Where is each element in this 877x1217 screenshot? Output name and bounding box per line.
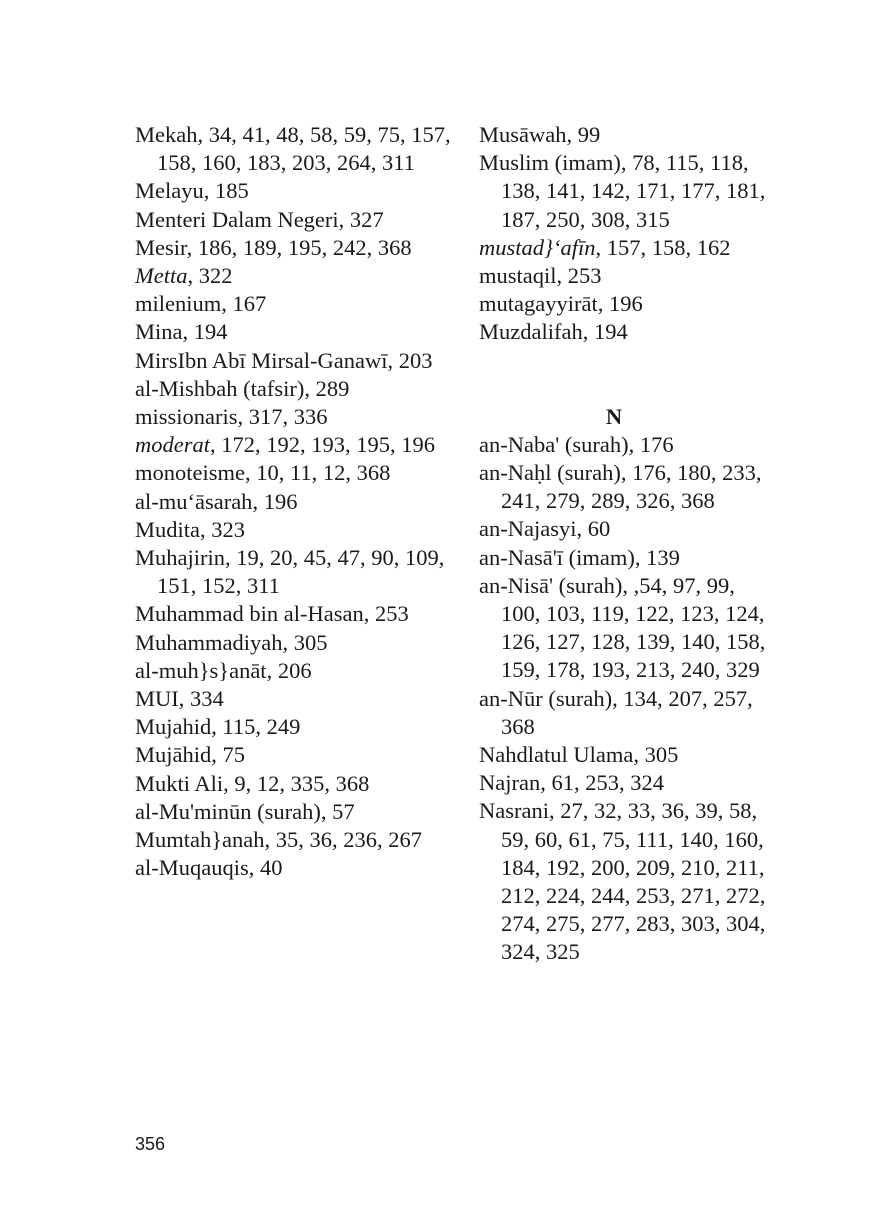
index-entry	[135, 375, 455, 403]
index-entry	[135, 488, 455, 516]
index-term: Muzdalifah	[479, 319, 583, 345]
index-term: mustaqil	[479, 263, 557, 289]
index-term: Muslim (imam)	[479, 150, 621, 176]
index-page-refs: , 27, 32, 33, 36, 39, 58, 59, 60, 61, 75, 111, 140, 160, 184, 192, 200, 209, 210, 211, 212, 224, 244, 253, 271, 272, 274, 275, 277, 283, 303, 304, 324, 325	[501, 798, 766, 965]
index-page-refs: , 34, 41, 48, 58, 59, 75, 157, 158, 160, 183, 203, 264, 311	[157, 122, 451, 176]
index-entry	[135, 177, 455, 205]
index-page-refs: , 194	[182, 319, 228, 345]
index-entry	[479, 431, 779, 459]
index-page-refs: , 176	[628, 431, 674, 457]
index-term: al-Mishbah (tafsir)	[135, 375, 305, 401]
index-page-refs: , 61, 253, 324	[540, 770, 664, 796]
index-entry	[479, 741, 779, 769]
index-page-refs: , 317, 336	[237, 404, 328, 430]
index-entry	[135, 516, 455, 544]
index-column-left	[135, 121, 455, 882]
index-entry	[135, 798, 455, 826]
index-list-m	[479, 121, 779, 347]
index-term: al-Mu'minūn (surah)	[135, 798, 321, 824]
index-page-refs: , 60	[576, 516, 611, 542]
index-term: Mumtah}anah	[135, 827, 265, 853]
index-entry	[135, 234, 455, 262]
index-entry	[479, 234, 779, 262]
index-term: MUI	[135, 686, 179, 712]
index-entry	[135, 206, 455, 234]
index-list-n	[479, 431, 779, 967]
index-term: Mina	[135, 319, 183, 345]
index-entry	[479, 515, 779, 543]
index-page-refs: , 327	[338, 206, 384, 232]
index-page-refs: , 139	[634, 544, 680, 570]
index-term: Najran	[479, 770, 541, 796]
section-heading: N	[605, 403, 623, 429]
index-page-refs: , 196	[252, 488, 298, 514]
index-page-refs: , 75	[211, 742, 245, 768]
index-term: Mesir	[135, 234, 187, 260]
index-entry	[135, 600, 455, 628]
index-entry	[135, 318, 455, 346]
index-page-refs: , 35, 36, 236, 267	[264, 827, 423, 853]
index-page-refs: , 9, 12, 335, 368	[223, 770, 370, 796]
index-entry	[479, 769, 779, 797]
index-entry	[135, 685, 455, 713]
index-term: milenium	[135, 291, 222, 317]
index-term: Muhammad bin al-Hasan	[135, 601, 364, 627]
index-term: an-Naba' (surah)	[479, 431, 629, 457]
index-page-refs: , 78, 115, 118, 138, 141, 142, 171, 177, 181, 187, 250, 308, 315	[501, 150, 766, 232]
index-term: mutagayyirāt	[479, 291, 598, 317]
index-entry	[479, 685, 779, 741]
index-term: Mudita	[135, 516, 200, 542]
index-page-refs: , 134, 207, 257, 368	[501, 685, 753, 739]
index-term: Musāwah	[479, 122, 567, 147]
index-term: mustad}‘afīn	[479, 234, 596, 260]
index-term: Nasrani	[479, 798, 549, 824]
index-term: an-Nasā'ī (imam)	[479, 544, 635, 570]
index-entry	[479, 544, 779, 572]
index-page-refs: , 323	[200, 516, 245, 542]
index-entry	[479, 459, 779, 515]
index-entry	[135, 431, 455, 459]
index-page-refs: , 186, 189, 195, 242, 368	[186, 234, 412, 260]
index-term: missionaris	[135, 404, 238, 430]
index-entry	[479, 290, 779, 318]
index-page-refs: , 172, 192, 193, 195, 196	[210, 432, 435, 458]
index-column-right	[479, 121, 779, 967]
index-term: an-Nisā' (surah)	[479, 572, 623, 598]
index-page-refs: , 40	[248, 855, 283, 881]
index-entry	[479, 572, 779, 685]
index-page-refs: , 99	[566, 122, 601, 147]
index-entry	[135, 854, 455, 882]
index-entry	[479, 797, 779, 966]
index-term: an-Nūr (surah)	[479, 685, 613, 711]
index-entry	[135, 826, 455, 854]
index-entry	[135, 121, 455, 177]
index-page-refs: , 289	[304, 375, 350, 401]
index-entry	[479, 318, 779, 346]
index-entry	[135, 713, 455, 741]
index-entry	[479, 149, 779, 234]
index-term: Melayu	[135, 178, 204, 204]
index-page-refs: , 19, 20, 45, 47, 90, 109, 151, 152, 311	[157, 545, 445, 599]
index-term: al-muh}s}anāt	[135, 657, 267, 683]
index-page-refs: , 157, 158, 162	[595, 234, 731, 260]
index-entry	[479, 121, 779, 149]
index-list-left	[135, 121, 455, 882]
index-term: Mukti Ali	[135, 770, 224, 796]
index-term: Muhajirin	[135, 545, 225, 571]
index-entry	[479, 262, 779, 290]
index-page-refs: , 305	[633, 742, 679, 768]
index-entry	[135, 657, 455, 685]
index-page-refs: , 206	[266, 657, 312, 683]
index-term: MirsIbn Abī Mirsal-Ganawī	[135, 347, 388, 373]
index-page-refs: , 322	[187, 263, 233, 289]
index-page-refs: , 176, 180, 233, 241, 279, 289, 326, 368	[501, 460, 762, 514]
index-page-refs: , 196	[597, 291, 643, 317]
index-entry	[135, 290, 455, 318]
index-page-refs: , 115, 249	[211, 714, 301, 740]
index-term: Nahdlatul Ulama	[479, 742, 634, 768]
index-entry	[135, 403, 455, 431]
index-page-refs: , 334	[178, 686, 224, 712]
page-number: 356	[135, 1134, 166, 1154]
index-page-refs: , 185	[203, 178, 249, 204]
index-page-refs: , 203	[387, 347, 433, 373]
index-term: Mujahid	[135, 714, 212, 740]
index-term: al-mu‘āsarah	[135, 488, 253, 514]
index-page-refs: , 57	[320, 798, 355, 824]
index-term: an-Najasyi	[479, 516, 577, 542]
index-term: monoteisme	[135, 460, 245, 486]
index-term: Metta	[135, 263, 188, 289]
index-page-refs: , 167	[221, 291, 267, 317]
index-entry	[135, 770, 455, 798]
index-term: Menteri Dalam Negeri	[135, 206, 339, 232]
index-page-refs: , 253	[556, 263, 602, 289]
index-entry	[135, 459, 455, 487]
index-entry	[135, 544, 455, 600]
index-entry	[135, 629, 455, 657]
index-page-refs: , 10, 11, 12, 368	[244, 460, 391, 486]
index-term: al-Muqauqis	[135, 855, 249, 881]
index-term: an-Naḥl (surah)	[479, 460, 621, 486]
index-entry	[135, 347, 455, 375]
index-entry	[135, 741, 455, 769]
index-term: Mekah	[135, 122, 198, 147]
index-term: Mujāhid	[135, 742, 212, 768]
index-term: moderat	[135, 432, 210, 458]
index-page-refs: , 305	[282, 629, 328, 655]
index-term: Muhammadiyah	[135, 629, 283, 655]
index-page-refs: , ,54, 97, 99, 100, 103, 119, 122, 123, 124, 126, 127, 128, 139, 140, 158, 159, 178, 193, 213, 240, 329	[501, 572, 766, 683]
index-entry	[135, 262, 455, 290]
index-page-refs: , 253	[363, 601, 409, 627]
index-page-refs: , 194	[582, 319, 628, 345]
